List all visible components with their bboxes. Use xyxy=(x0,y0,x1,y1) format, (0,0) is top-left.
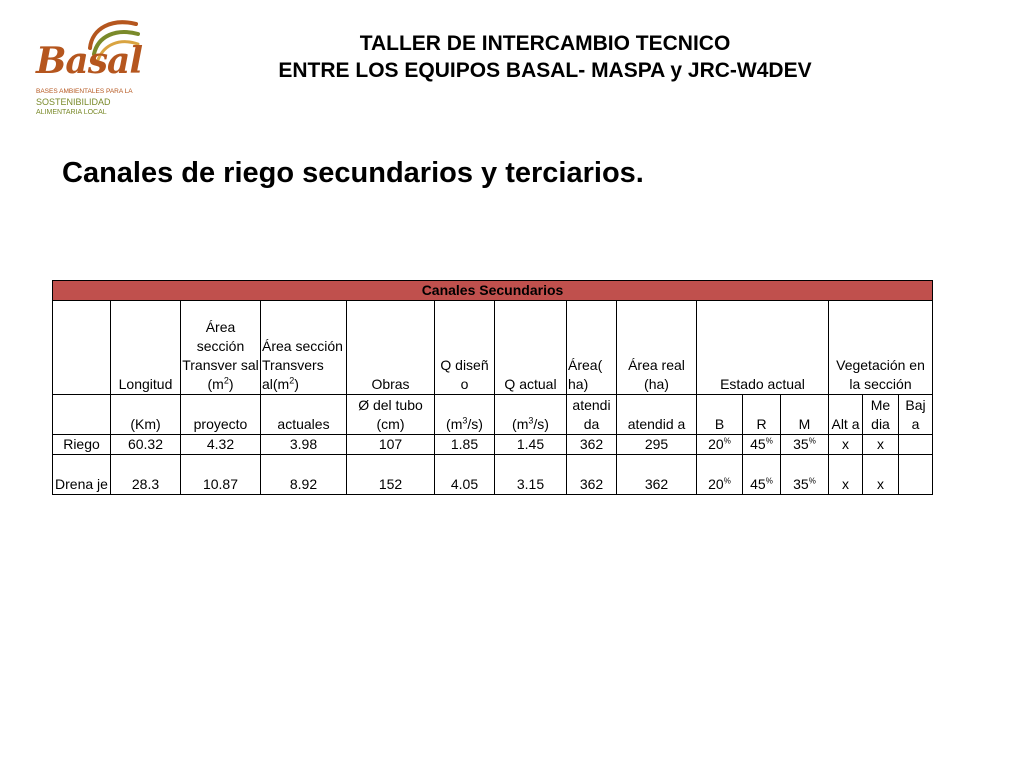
header-tubo: Ø del tubo (cm) xyxy=(347,395,435,435)
header-obras: Obras xyxy=(347,301,435,395)
header-q-actual: Q actual xyxy=(495,301,567,395)
row-b: 20% xyxy=(697,455,743,495)
header-area-actual: Área sección Transvers $al(m^2)$ xyxy=(261,301,347,395)
row-m: 35% xyxy=(781,455,829,495)
row-baja xyxy=(899,435,933,455)
row-area-real: 362 xyxy=(617,455,697,495)
row-area-real: 295 xyxy=(617,435,697,455)
header2-empty xyxy=(53,395,111,435)
header-b: B xyxy=(697,395,743,435)
header-area-proyecto: Área sección Transver sal $(m^2)$ xyxy=(181,301,261,395)
row-area-atendida: 362 xyxy=(567,435,617,455)
header-q-unit-disenio: $(m^3/s)$ xyxy=(435,395,495,435)
row-b: 20% xyxy=(697,435,743,455)
row-area-atendida: 362 xyxy=(567,455,617,495)
header-empty xyxy=(53,301,111,395)
table-row xyxy=(53,455,933,495)
header-m: M xyxy=(781,395,829,435)
logo-tagline-2: SOSTENIBILIDAD xyxy=(36,97,111,107)
header-line-2: ENTRE LOS EQUIPOS BASAL- MASPA y JRC-W4DEV xyxy=(278,59,812,82)
header-baja: Baj a xyxy=(899,395,933,435)
table-row xyxy=(53,435,933,455)
row-alta: x xyxy=(829,455,863,495)
row-alta: x xyxy=(829,435,863,455)
page-header xyxy=(160,30,930,84)
row-area-actual: 3.98 xyxy=(261,435,347,455)
header-media: Me dia xyxy=(863,395,899,435)
header-vegetacion: Vegetación en la sección xyxy=(829,301,933,395)
canales-table xyxy=(52,280,933,495)
row-q-actual: 3.15 xyxy=(495,455,567,495)
row-name: Drena je xyxy=(53,455,111,495)
logo-tagline-1: BASES AMBIENTALES PARA LA xyxy=(36,88,133,95)
header-area-real: Área real (ha) xyxy=(617,301,697,395)
row-obras: 152 xyxy=(347,455,435,495)
row-obras: 107 xyxy=(347,435,435,455)
header-q-unit-actual: $(m^3/s)$ xyxy=(495,395,567,435)
header-r: R xyxy=(743,395,781,435)
header-estado-actual: Estado actual xyxy=(697,301,829,395)
row-baja xyxy=(899,455,933,495)
row-r: 45% xyxy=(743,455,781,495)
header-longitud: Longitud xyxy=(111,301,181,395)
header-proyecto: proyecto xyxy=(181,395,261,435)
basal-logo xyxy=(32,14,142,114)
header-atendida-real: atendid a xyxy=(617,395,697,435)
row-q-disenio: 1.85 xyxy=(435,435,495,455)
header-km: (Km) xyxy=(111,395,181,435)
row-longitud: 28.3 xyxy=(111,455,181,495)
row-m: 35% xyxy=(781,435,829,455)
table-title: Canales Secundarios xyxy=(53,281,933,301)
row-q-actual: 1.45 xyxy=(495,435,567,455)
row-media: x xyxy=(863,435,899,455)
header-q-disenio: Q diseñ o xyxy=(435,301,495,395)
row-area-proyecto: 4.32 xyxy=(181,435,261,455)
row-name: Riego xyxy=(53,435,111,455)
row-area-actual: 8.92 xyxy=(261,455,347,495)
table-header-row-1 xyxy=(53,301,933,395)
row-media: x xyxy=(863,455,899,495)
row-longitud: 60.32 xyxy=(111,435,181,455)
row-q-disenio: 4.05 xyxy=(435,455,495,495)
row-area-proyecto: 10.87 xyxy=(181,455,261,495)
logo-tagline-3: ALIMENTARIA LOCAL xyxy=(36,109,107,116)
header-line-1: TALLER DE INTERCAMBIO TECNICO xyxy=(359,32,731,55)
logo-wordmark: Basal xyxy=(36,40,143,82)
header-area-atendida: Área( ha) xyxy=(567,301,617,395)
header-actuales: actuales xyxy=(261,395,347,435)
header-alta: Alt a xyxy=(829,395,863,435)
header-atendida: atendi da xyxy=(567,395,617,435)
page-title: Canales de riego secundarios y terciarios. xyxy=(62,157,644,189)
table-title-row xyxy=(53,281,933,301)
table-header-row-2 xyxy=(53,395,933,435)
row-r: 45% xyxy=(743,435,781,455)
